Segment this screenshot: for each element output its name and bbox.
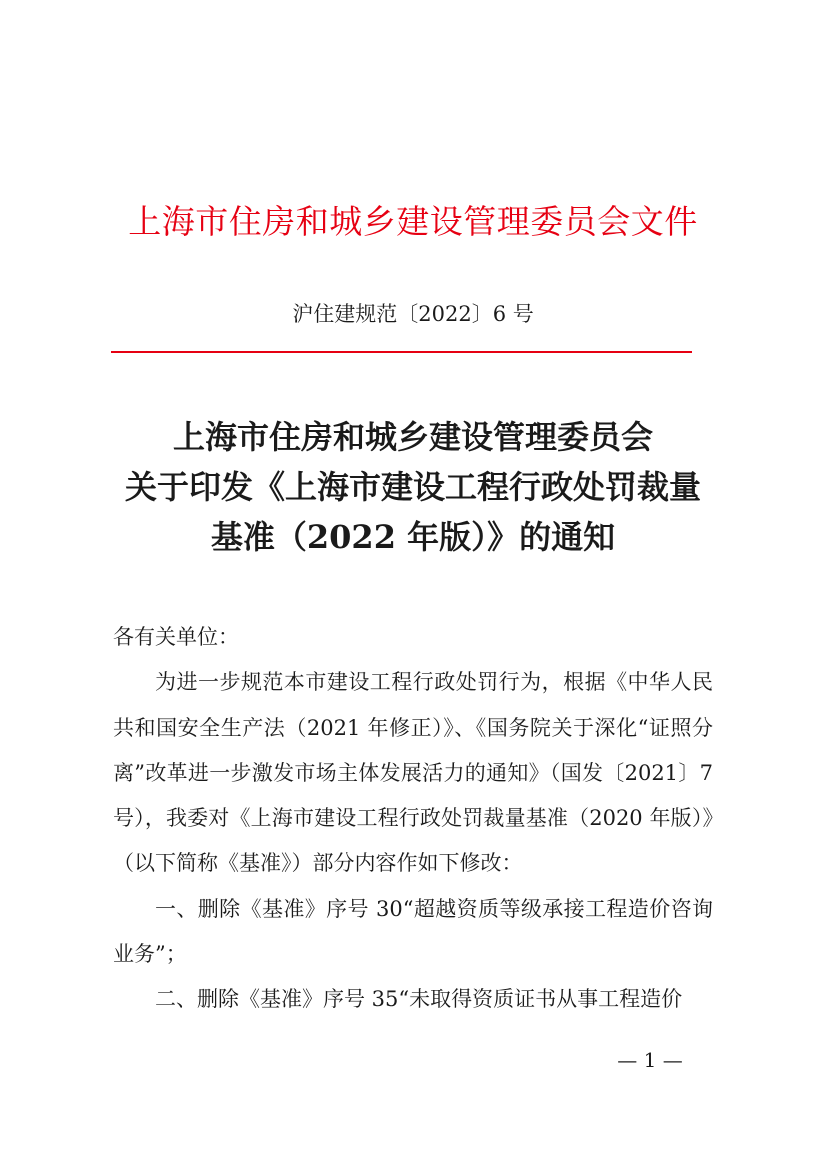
issuer-title: 上海市住房和城乡建设管理委员会文件: [128, 202, 698, 241]
notice-title-line-1: 上海市住房和城乡建设管理委员会: [172, 418, 653, 456]
page-number: — 1 —: [617, 1048, 683, 1072]
notice-title-line-3: 基准（2022 年版）》的通知: [210, 518, 616, 556]
document-number: 沪住建规范〔2022〕6 号: [292, 302, 534, 326]
salutation: 各有关单位：: [113, 625, 239, 649]
notice-title-line-2: 关于印发《上海市建设工程行政处罚裁量: [124, 468, 701, 506]
body-paragraph-3: 二、删除《基准》序号 35“未取得资质证书从事工程造价: [155, 987, 683, 1012]
red-divider-line: [111, 351, 692, 353]
notice-title: [0, 412, 826, 562]
body-paragraph-1: 为进一步规范本市建设工程行政处罚行为，根据《中华人民共和国安全生产法（2021 年修正）》、《国务院关于深化“证照分离”改革进一步激发市场主体发展活力的通知》（国发〔2021〕7 号），我委对《上海市建设工程行政处罚裁量基准（2020 年版）》（以下简称《基准》）部分内容作如下修改：: [113, 670, 713, 876]
body-paragraph-2: 一、删除《基准》序号 30“超越资质等级承接工程造价咨询业务”；: [113, 896, 713, 967]
notice-body: [113, 615, 713, 1023]
